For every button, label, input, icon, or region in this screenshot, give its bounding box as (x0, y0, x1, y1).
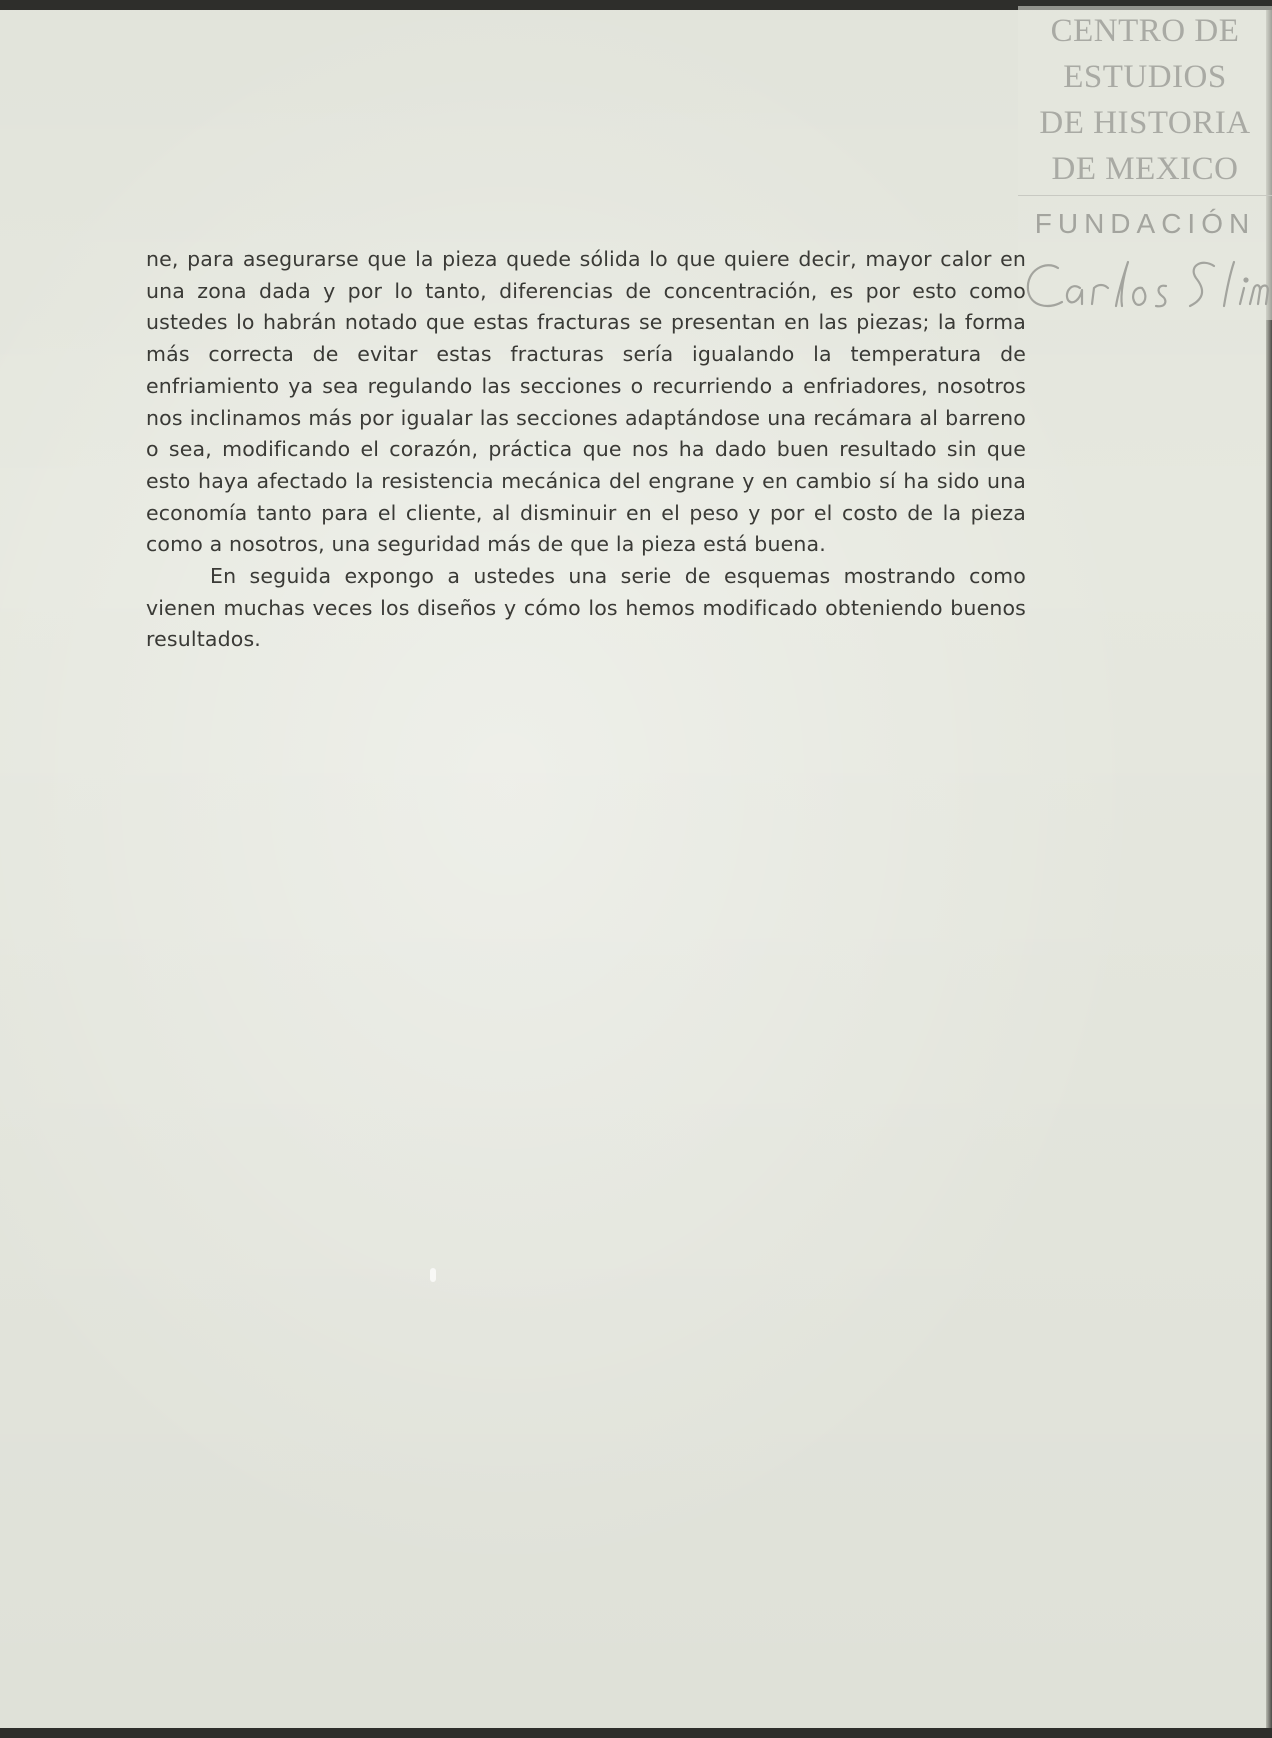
paper-speck (430, 1268, 436, 1282)
watermark-line: DE MEXICO (1051, 151, 1239, 187)
watermark-line: CENTRO DE (1050, 13, 1240, 49)
watermark-institution (1018, 6, 1272, 196)
watermark-signature-logo (1018, 254, 1272, 324)
watermark-foundation: FUNDACIÓN (1034, 208, 1256, 239)
watermark-line: DE HISTORIA (1039, 105, 1251, 141)
body-paragraph-1: ne, para asegurarse que la pieza quede sólida lo que quiere decir, mayor calor en una zona dada y por lo tanto, diferencias de concentración, es por esto como ustedes lo habrán notado que estas fracturas se presentan en las piezas; la forma más correcta de evitar estas fracturas sería igualando la temperatura de enfriamiento ya sea regulando las secciones o recurriendo a enfriadores, nosotros nos inclinamos más por igualar las secciones adaptándose una recámara al barreno o sea, modificando el corazón, práctica que nos ha dado buen resultado sin que esto haya afectado la resistencia mecánica del engrane y en cambio sí ha sido una economía tanto para el cliente, al disminuir en el peso y por el costo de la pieza como a nosotros, una seguridad más de que la pieza está buena. (146, 247, 1026, 557)
archive-watermark (1018, 6, 1272, 320)
watermark-line: ESTUDIOS (1063, 59, 1227, 95)
document-body (146, 244, 1026, 656)
body-paragraph-2: En seguida expongo a ustedes una serie de esquemas mostrando como vienen muchas veces los diseños y cómo los hemos modificado obteniendo buenos resultados. (146, 564, 1026, 652)
